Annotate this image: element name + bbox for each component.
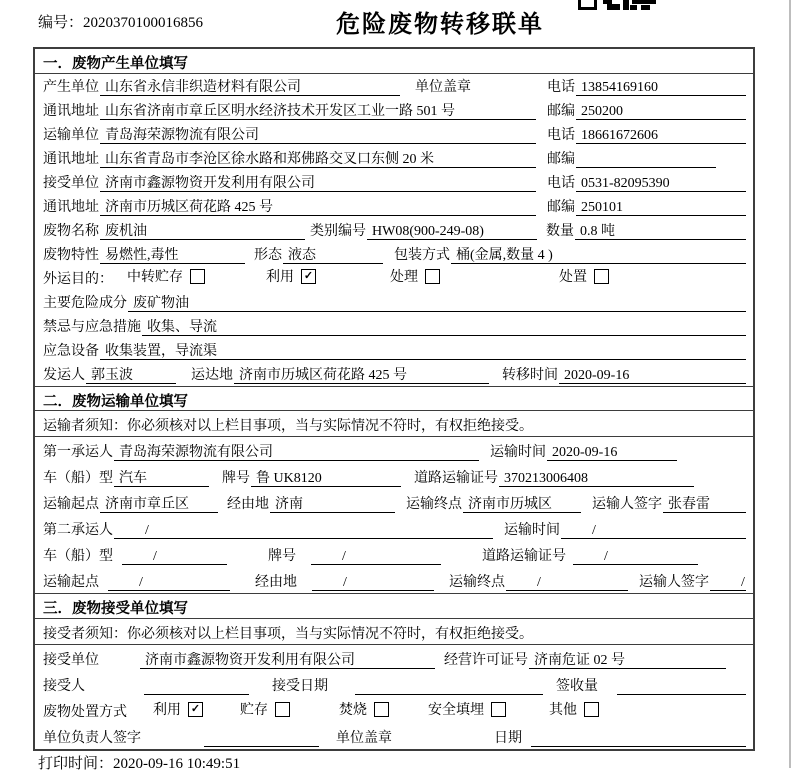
phone-label: 电话: [547, 79, 575, 95]
transporter-zip-value: [576, 151, 716, 168]
producer-zip-value: 250200: [576, 103, 746, 120]
via-value: 济南: [270, 496, 395, 513]
page-edge-line: [789, 0, 791, 768]
row-waste-name: [35, 218, 753, 242]
category-code-label: 类别编号: [310, 223, 366, 239]
form-state-value: 液态: [283, 247, 383, 264]
license-value: 济南危证 02 号: [529, 652, 726, 669]
packaging-label: 包装方式: [394, 247, 450, 263]
waste-name-label: 废物名称: [43, 223, 99, 239]
section-producer: [35, 49, 753, 386]
transport-date-label: 运输时间: [504, 523, 560, 538]
checkbox-incinerate: [374, 702, 389, 717]
row-waste-traits: [35, 242, 753, 266]
option-dispose: [558, 266, 609, 288]
accept-person-value: [144, 678, 249, 695]
row-transporter-address: [35, 146, 753, 170]
address-label: 通讯地址: [43, 151, 99, 167]
receiver-zip-value: 250101: [576, 199, 746, 216]
road-permit-value: 370213006408: [499, 470, 694, 487]
serial-value: 2020370100016856: [83, 15, 204, 31]
page-title: 危险废物转移联单: [336, 12, 544, 38]
date-value: [531, 730, 746, 747]
endpoint-label: 运输终点: [406, 497, 462, 512]
checkbox-other: [584, 702, 599, 717]
via-label: 经由地: [227, 497, 269, 512]
row-producer-address: [35, 98, 753, 122]
checkbox-transfer-storage: [190, 269, 205, 284]
section-producer-header: 一．废物产生单位填写: [35, 49, 753, 74]
treat-label: 处理: [390, 269, 418, 285]
manifest-form: [33, 47, 755, 751]
contraindication-label: 禁忌与应急措施: [43, 319, 141, 335]
via-value-2: /: [312, 574, 434, 591]
first-carrier-label: 第一承运人: [43, 445, 113, 460]
transporter-phone-value: 18661672606: [576, 127, 746, 144]
row-producer-unit: [35, 74, 753, 98]
plate-label: 牌号: [268, 549, 296, 564]
qr-code-fragment: [578, 0, 656, 10]
plate-value: 鲁 UK8120: [251, 470, 401, 487]
origin-value-2: /: [108, 574, 230, 591]
emergency-equipment-value: 收集装置，导流渠: [100, 343, 746, 360]
accept-unit-label: 接受单位: [43, 652, 99, 668]
other-label: 其他: [549, 702, 577, 718]
row-responsible-signature: [35, 723, 753, 749]
landfill-label: 安全填埋: [428, 702, 484, 718]
transport-date-value-2: /: [561, 522, 746, 539]
receiver-unit-value: 济南市鑫源物资开发利用有限公司: [100, 175, 536, 192]
accept-date-label: 接受日期: [272, 678, 328, 694]
checkbox-dispose: [594, 269, 609, 284]
quantity-value: 0.8 吨: [575, 223, 746, 240]
option-transfer-storage: [126, 266, 205, 288]
print-time: [38, 752, 240, 773]
address-label: 通讯地址: [43, 199, 99, 215]
section-transport: [35, 386, 753, 594]
print-time-value: 2020-09-16 10:49:51: [113, 756, 241, 772]
second-carrier-value: /: [114, 522, 493, 539]
packaging-value: 桶(金属,数量 4 ): [451, 247, 746, 264]
serial-label: 编号：: [38, 15, 84, 31]
row-second-carrier: [35, 515, 753, 541]
origin-label: 运输起点: [43, 575, 99, 590]
producer-address-value: 山东省济南市章丘区明水经济技术开发区工业一路 501 号: [100, 103, 536, 120]
carrier-signature-value: 张春雷: [663, 496, 746, 513]
transporter-address-value: 山东省青岛市李沧区徐水路和郑佛路交叉口东侧 20 米: [100, 151, 536, 168]
row-receiver-address: [35, 194, 753, 218]
option-utilize: [265, 266, 316, 288]
option-store: [239, 699, 290, 721]
checkbox-treat: [425, 269, 440, 284]
row-main-hazard: [35, 290, 753, 314]
carrier-signature-label: 运输人签字: [592, 497, 662, 512]
row-emergency-equipment: [35, 338, 753, 362]
vehicle-type-label: 车（船）型: [43, 471, 113, 486]
checkbox-utilize-2: ✓: [188, 702, 203, 717]
vehicle-type-label: 车（船）型: [43, 549, 113, 564]
responsible-signature-label: 单位负责人签字: [43, 730, 141, 746]
incinerate-label: 焚烧: [339, 702, 367, 718]
emergency-equipment-label: 应急设备: [43, 343, 99, 359]
zip-label: 邮编: [547, 151, 575, 167]
option-incinerate: [338, 699, 389, 721]
phone-label: 电话: [547, 175, 575, 191]
phone-label: 电话: [547, 127, 575, 143]
row-disposal-method: [35, 697, 753, 723]
plate-value-2: /: [311, 548, 441, 565]
receiver-phone-value: 0531-82095390: [576, 175, 746, 192]
transport-date-value: 2020-09-16: [547, 444, 677, 461]
second-carrier-label: 第二承运人: [43, 523, 113, 538]
shipper-label: 发运人: [43, 367, 85, 383]
waste-traits-label: 废物特性: [43, 247, 99, 263]
road-permit-label: 道路运输证号: [482, 549, 566, 564]
option-landfill: [427, 699, 506, 721]
waste-name-value: 废机油: [100, 223, 305, 240]
outbound-purpose-label: 外运目的：: [43, 271, 113, 287]
option-utilize-2: [152, 699, 203, 721]
vehicle-type-value-2: /: [122, 548, 227, 565]
shipper-value: 郭玉波: [86, 367, 176, 384]
row-route-1: [35, 489, 753, 515]
endpoint-value: 济南市历城区: [463, 496, 581, 513]
transfer-storage-label: 中转贮存: [127, 269, 183, 285]
row-receiver-unit: [35, 170, 753, 194]
vehicle-type-value: 汽车: [114, 470, 209, 487]
accept-unit-value: 济南市鑫源物资开发利用有限公司: [140, 652, 435, 669]
row-contraindication: [35, 314, 753, 338]
road-permit-label: 道路运输证号: [414, 471, 498, 486]
received-quantity-label: 签收量: [556, 678, 598, 694]
plate-label: 牌号: [222, 471, 250, 486]
dispose-label: 处置: [559, 269, 587, 285]
utilize-label: 利用: [266, 269, 294, 285]
checkbox-utilize: ✓: [301, 269, 316, 284]
waste-traits-value: 易燃性,毒性: [100, 247, 245, 264]
category-code-value: HW08(900-249-08): [367, 223, 537, 240]
main-hazard-value: 废矿物油: [128, 295, 746, 312]
first-carrier-value: 青岛海荣源物流有限公司: [114, 444, 479, 461]
address-label: 通讯地址: [43, 103, 99, 119]
section-receiver: [35, 593, 753, 749]
row-transporter-unit: [35, 122, 753, 146]
destination-value: 济南市历城区荷花路 425 号: [234, 367, 489, 384]
unit-seal-label: 单位盖章: [415, 79, 471, 95]
unit-seal-label: 单位盖章: [336, 730, 392, 746]
option-treat: [389, 266, 440, 288]
row-accept-unit: [35, 645, 753, 671]
road-permit-value-2: /: [573, 548, 698, 565]
carrier-signature-label: 运输人签字: [639, 575, 709, 590]
zip-label: 邮编: [547, 103, 575, 119]
accept-date-value: [355, 678, 543, 695]
checkbox-landfill: [491, 702, 506, 717]
transporter-unit-value: 青岛海荣源物流有限公司: [100, 127, 536, 144]
utilize-label: 利用: [153, 702, 181, 718]
endpoint-label: 运输终点: [449, 575, 505, 590]
producer-unit-label: 产生单位: [43, 79, 99, 95]
row-first-carrier: [35, 437, 753, 463]
disposal-method-label: 废物处置方式: [43, 704, 127, 720]
received-quantity-value: [617, 678, 746, 695]
endpoint-value-2: /: [506, 574, 628, 591]
receiver-address-value: 济南市历城区荷花路 425 号: [100, 199, 536, 216]
quantity-label: 数量: [546, 223, 574, 239]
accept-person-label: 接受人: [43, 678, 85, 694]
license-label: 经营许可证号: [444, 652, 528, 668]
section-receiver-header: 三．废物接受单位填写: [35, 593, 753, 619]
zip-label: 邮编: [547, 199, 575, 215]
transfer-date-value: 2020-09-16: [559, 367, 746, 384]
origin-label: 运输起点: [43, 497, 99, 512]
option-other: [548, 699, 599, 721]
row-shipper: [35, 362, 753, 386]
carrier-signature-value-2: /: [710, 574, 746, 591]
row-outbound-purpose: [35, 266, 753, 290]
store-label: 贮存: [240, 702, 268, 718]
responsible-signature-value: [204, 730, 319, 747]
checkbox-store: [275, 702, 290, 717]
producer-phone-value: 13854169160: [576, 79, 746, 96]
main-hazard-label: 主要危险成分: [43, 295, 127, 311]
destination-label: 运达地: [191, 367, 233, 383]
row-accept-person: [35, 671, 753, 697]
receiver-notice: 接受者须知：你必须核对以上栏目事项，当与实际情况不符时，有权拒绝接受。: [35, 619, 753, 645]
print-time-label: 打印时间：: [38, 756, 114, 772]
row-vehicle-1: [35, 463, 753, 489]
date-label: 日期: [494, 730, 522, 746]
form-state-label: 形态: [254, 247, 282, 263]
row-route-2: [35, 567, 753, 593]
transporter-notice: 运输者须知：你必须核对以上栏目事项，当与实际情况不符时，有权拒绝接受。: [35, 411, 753, 437]
receiver-unit-label: 接受单位: [43, 175, 99, 191]
transfer-date-label: 转移时间: [502, 367, 558, 383]
producer-unit-value: 山东省永信非织造材料有限公司: [100, 79, 400, 96]
origin-value: 济南市章丘区: [100, 496, 218, 513]
transport-date-label: 运输时间: [490, 445, 546, 460]
via-label: 经由地: [255, 575, 297, 590]
contraindication-value: 收集、导流: [142, 319, 746, 336]
transporter-unit-label: 运输单位: [43, 127, 99, 143]
row-vehicle-2: [35, 541, 753, 567]
section-transport-header: 二．废物运输单位填写: [35, 386, 753, 412]
